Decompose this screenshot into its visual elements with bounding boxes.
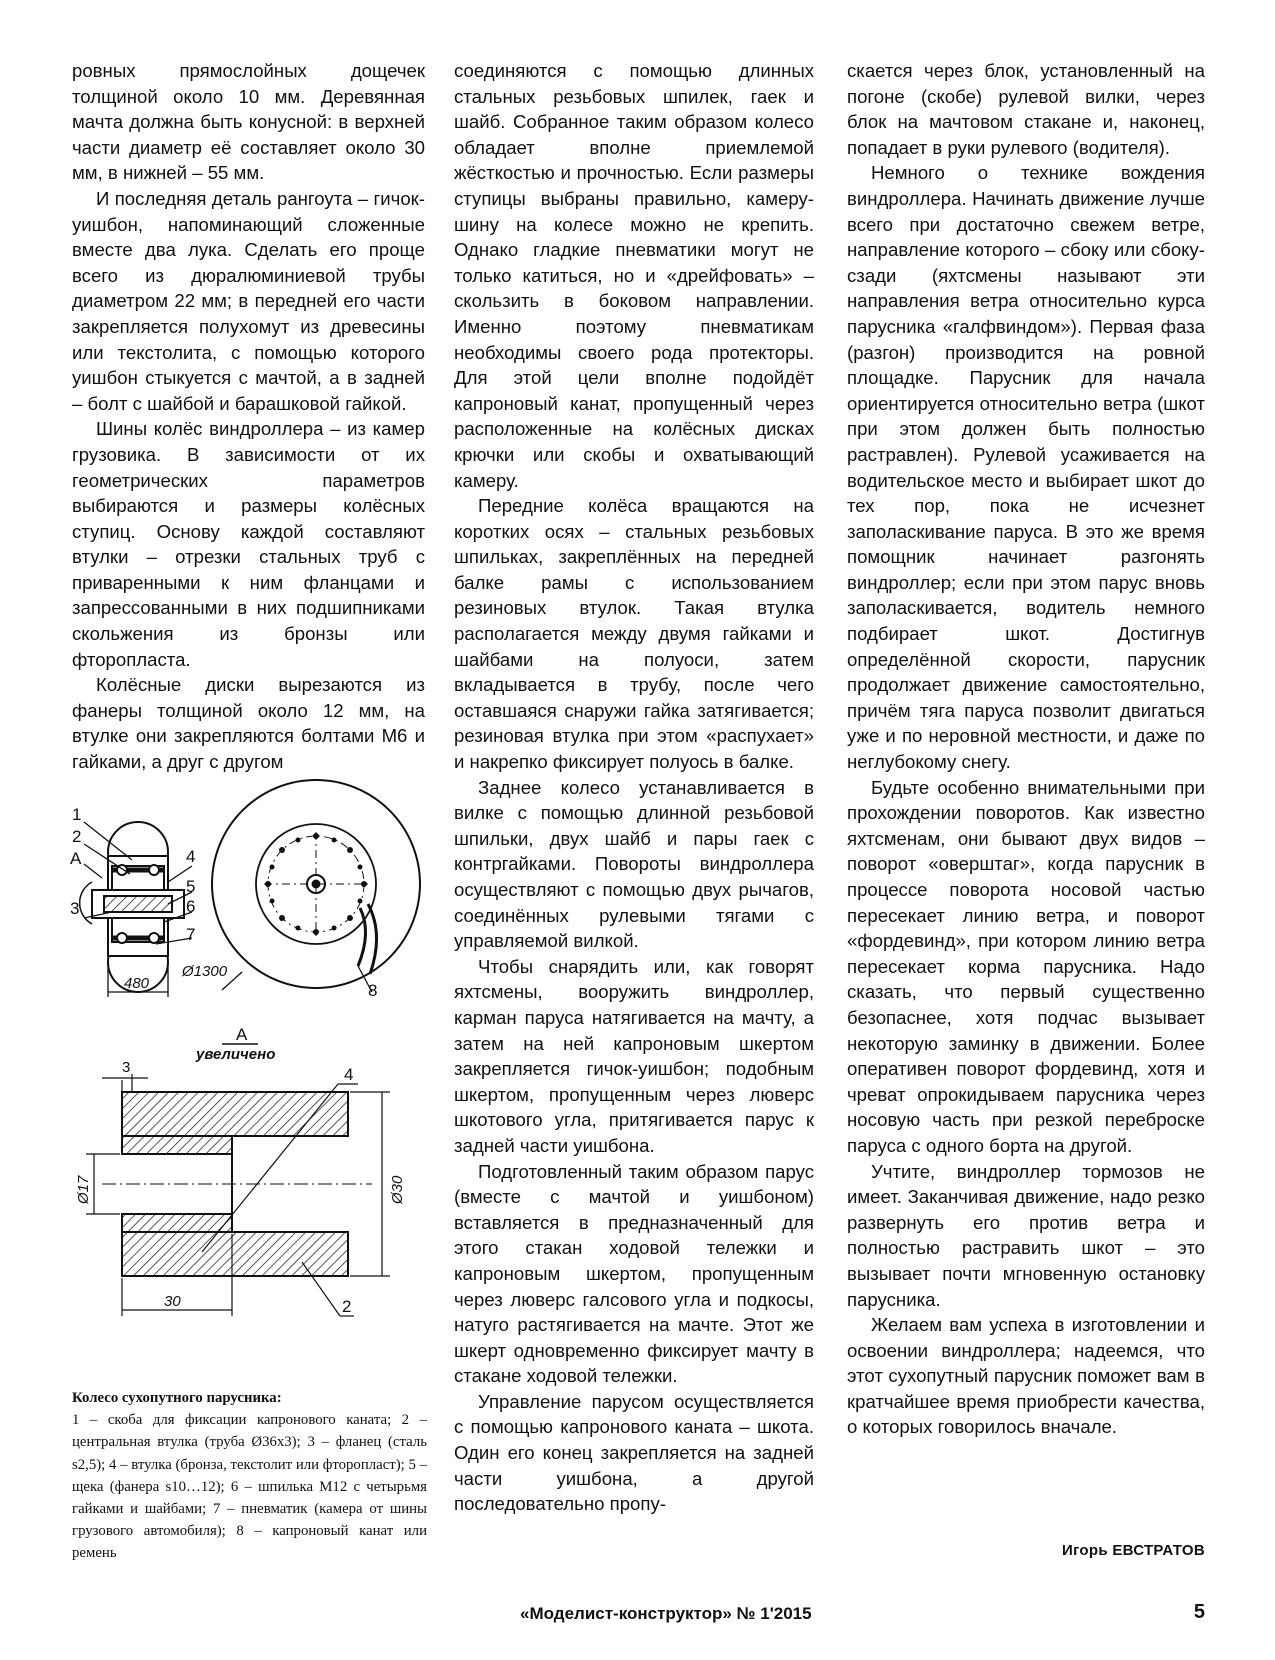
detail-a (86, 1074, 390, 1316)
callout-2: 2 (72, 827, 82, 846)
dim-30-length: 30 (164, 1293, 181, 1310)
paragraph: Управление парусом осуществляется с помощью капронового каната – шкота. Один его конец закрепляется на задней части уишбона, а другой последовательно пропу- (454, 1390, 814, 1515)
side-view (80, 822, 192, 997)
paragraph: И последняя деталь рангоута – гичок-уишбон, напоминающий сложенные вместе два лука. Сделать его проще всего из дюралюминиевой трубы диаметром 22 мм; в передней его части закрепляется полухомут из древесины или текстолита, с помощью которого уишбон стыкуется с мачтой, а в задней – болт с шайбой и барашковой гайкой. (72, 187, 425, 414)
callout-4: 4 (186, 847, 196, 866)
dim-17: Ø17 (75, 1175, 92, 1204)
paragraph: Учтите, виндроллер тормозов не имеет. Заканчивая движение, надо резко развернуть его против ветра и полностью растравить шкот – это вызывает почти мгновенную остановку парусника. (847, 1160, 1205, 1310)
dim-3: 3 (122, 1059, 131, 1076)
dim-1300: Ø1300 (182, 963, 228, 980)
paragraph: ровных прямослойных дощечек толщиной около 10 мм. Деревянная мачта должна быть конусной: в верхней части диаметр её составляет около 30 мм, в нижней – 55 мм. (72, 60, 425, 184)
dim-30-diameter: Ø30 (389, 1175, 406, 1204)
callout-5: 5 (186, 877, 196, 896)
paragraph: Будьте особенно внимательными при прохождении поворотов. Как известно яхтсменам, они бывают двух видов – поворот «оверштаг», когда парусник в процессе поворота носовой частью пересекает линию ветра, и поворот «фордевинд», при котором линию ветра пересекает корма парусника. Надо сказать, что первый существенно безопаснее, хотя подчас вызывает некоторую заминку в движении. Более оперативен поворот фордевинд, хотя и чреват опрокидываем парусника через носовую часть при резкой переброске паруса с одного борта на другой. (847, 776, 1205, 1156)
journal-footer: «Моделист-конструктор» № 1'2015 (520, 1604, 812, 1623)
paragraph: соединяются с помощью длинных стальных резьбовых шпилек, гаек и шайб. Собранное таким образом колесо обладает вполне приемлемой жёсткостью и прочностью. Если размеры ступицы выбраны правильно, камеру-шину на колесе можно не крепить. Однако гладкие пневматики могут не только катиться, но и «дрейфовать» – скользить в боковом направлении. Именно поэтому пневматикам необходимы своего рода протекторы. Для этой цели вполне подойдёт капроновый канат, пропущенный через расположенные на колёсных дисках крючки или скобы и охватывающий камеру. (454, 60, 814, 491)
paragraph: Шины колёс виндроллера – из камер грузовика. В зависимости от их геометрических параметров выбираются и размеры колёсных ступиц. Основу каждой составляют втулки – отрезки стальных труб с приваренными к ним фланцами и запрессованными в них подшипниками скольжения из бронзы или фторопласта. (72, 418, 425, 670)
callout-a: A (70, 849, 82, 868)
paragraph: Колёсные диски вырезаются из фанеры толщиной около 12 мм, на втулке они закрепляются болтами М6 и гайками, а друг с другом (72, 674, 425, 773)
callout-1: 1 (72, 805, 82, 824)
figure-caption (72, 1387, 427, 1565)
paragraph: Подготовленный таким образом парус (вместе с мачтой и уишбоном) вставляется в предназначенный для этого стакан ходовой тележки и капроновым шкертом, пропущенным через люверс галсового угла и подкосы, натуго растягивается на мачте. Этот же шкерт одновременно фиксирует мачту в стакане ходовой тележки. (454, 1160, 814, 1387)
paragraph: Желаем вам успеха в изготовлении и освоении виндроллера; надеемся, что этот сухопутный парусник поможет вам в кратчайшее время приобрести качества, о которых говорилось вначале. (847, 1314, 1205, 1438)
callout-6: 6 (186, 897, 196, 916)
wheel-drawing (70, 805, 442, 1372)
wheel-drawing-svg (70, 805, 442, 1372)
caption-title: Колесо сухопутного парусника: (72, 1390, 282, 1406)
callout-8: 8 (368, 981, 378, 1000)
paragraph: Заднее колесо устанавливается в вилке с помощью длинной резьбовой шпильки, двух шайб и пары гаек с контргайками. Повороты виндроллера осуществляют с помощью двух рычагов, соединённых рулевыми тягами с управляемой вилкой. (454, 776, 814, 952)
detail-title: А (236, 1025, 248, 1044)
detail-callout-4: 4 (344, 1065, 354, 1084)
detail-subtitle: увеличено (196, 1046, 276, 1063)
caption-text: 1 – скоба для фиксации капронового каната; 2 – центральная втулка (труба Ø36х3); 3 – фланец (сталь s2,5); 4 – втулка (бронза, текстолит или фторопласт); 5 – щека (фанера s10…12); 6 – шпилька М12 с четырьмя гайками и шайбами; 7 – пневматик (камера от шины грузового автомобиля); 8 – капроновый канат или ремень (72, 1412, 427, 1562)
paragraph: Чтобы снарядить или, как говорят яхтсмены, вооружить виндроллер, карман паруса натягивается на мачту, а затем на ней капроновым шкертом закрепляется гичок-уишбон; подобным шкертом, пропущенным через люверс шкотового угла, притягивается парус к задней части уишбона. (454, 955, 814, 1156)
text-column-1 (72, 58, 425, 775)
detail-callout-2: 2 (342, 1297, 352, 1316)
paragraph: скается через блок, установленный на погоне (скобе) рулевой вилки, через блок на мачтовом стакане и, наконец, попадает в руки рулевого (водителя). (847, 60, 1205, 158)
callout-7: 7 (186, 925, 196, 944)
paragraph: Передние колёса вращаются на коротких осях – стальных резьбовых шпильках, закреплённых на передней балке рамы с использованием резиновых втулок. Такая втулка располагается между двумя гайками и шайбами на полуоси, затем вкладывается в трубу, после чего оставшаяся снаружи гайка затягивается; резиновая втулка при этом «распухает» и накрепко фиксирует полуось в балке. (454, 495, 814, 773)
page-number: 5 (1193, 1601, 1205, 1623)
paragraph: Немного о технике вождения виндроллера. Начинать движение лучше всего при достаточно свежем ветре, направление которого – сбоку или сбоку-сзади (яхтсмены называют эти направления ветра относительно курса парусника «галфвиндом»). Первая фаза (разгон) производится на ровной площадке. Парусник для начала ориентируется относительно ветра (шкот при этом должен быть полностью растравлен). Рулевой усаживается на водительское место и выбирает шкот до тех пор, пока не исчезнет заполаскивание паруса. В это же время помощник начинает разгонять виндроллер; если при этом парус вновь заполаскивается, водитель немного подбирает шкот. Достигнув определённой скорости, парусник продолжает движение самостоятельно, причём тяга паруса позволит двигаться уже и по неровной местности, и даже по неглубокому снегу. (847, 162, 1205, 773)
callout-3: 3 (70, 899, 80, 918)
text-column-3 (847, 58, 1205, 1440)
text-column-2 (454, 58, 814, 1517)
author: Игорь ЕВСТРАТОВ (1062, 1542, 1205, 1559)
dim-480: 480 (124, 975, 150, 992)
front-view (212, 780, 420, 992)
